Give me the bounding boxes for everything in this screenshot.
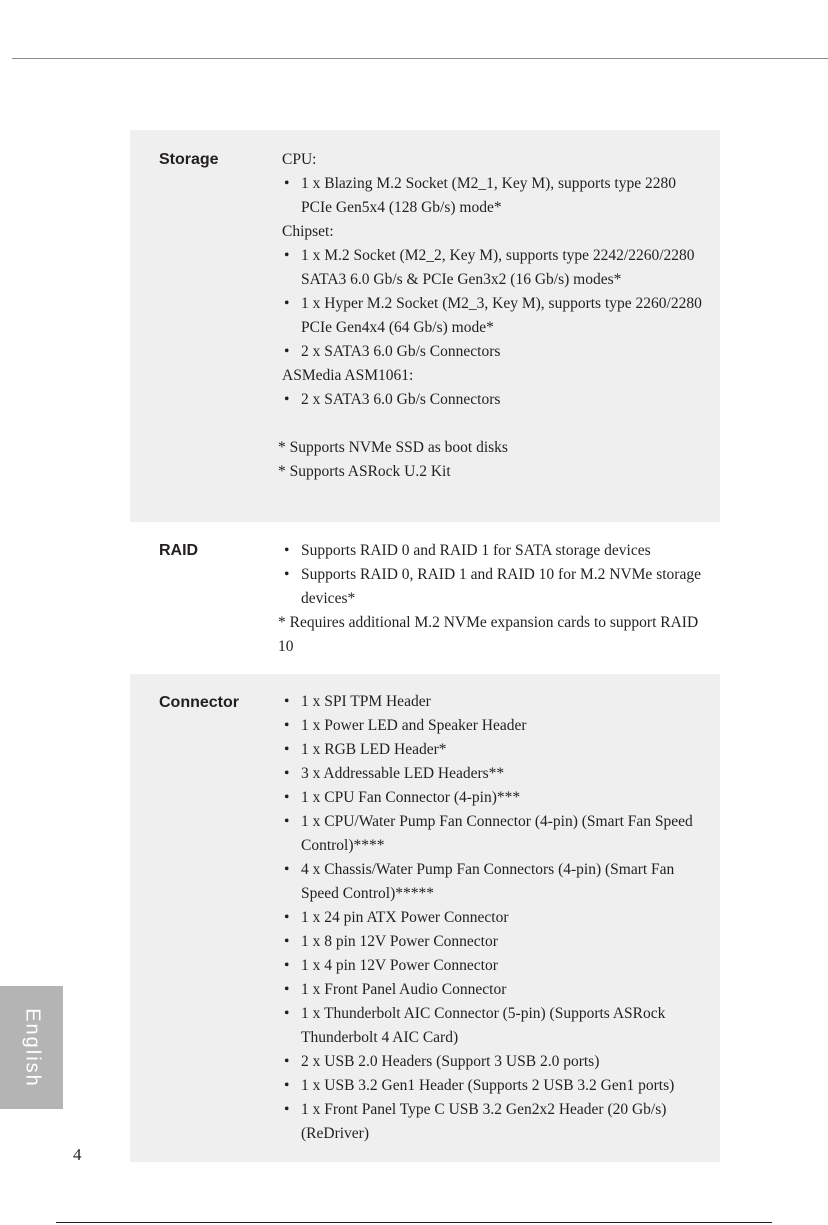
cpu-list [278, 172, 706, 220]
storage-content [278, 148, 706, 484]
list-item: • 3 x Addressable LED Headers** [278, 762, 706, 786]
list-item: • 1 x 24 pin ATX Power Connector [278, 906, 706, 930]
list-item: • Supports RAID 0 and RAID 1 for SATA storage devices [278, 539, 706, 563]
list-item: • 1 x M.2 Socket (M2_2, Key M), supports type 2242/2260/2280 SATA3 6.0 Gb/s & PCIe Gen3x2 (16 Gb/s) modes* [278, 244, 706, 292]
raid-label: RAID [159, 542, 199, 559]
header-rule [12, 58, 828, 59]
list-item: • 1 x 4 pin 12V Power Connector [278, 954, 706, 978]
list-item: • 1 x 8 pin 12V Power Connector [278, 930, 706, 954]
connector-list [278, 690, 706, 1146]
storage-section [130, 130, 720, 522]
storage-note: * Supports NVMe SSD as boot disks [278, 439, 508, 456]
list-item: • 1 x SPI TPM Header [278, 690, 706, 714]
list-item: • 2 x USB 2.0 Headers (Support 3 USB 2.0 ports) [278, 1050, 706, 1074]
list-item: • Supports RAID 0, RAID 1 and RAID 10 for M.2 NVMe storage devices* [278, 563, 706, 611]
raid-note: * Requires additional M.2 NVMe expansion cards to support RAID 10 [278, 614, 699, 655]
language-tab [0, 986, 63, 1109]
chipset-list [278, 244, 706, 364]
list-item: • 1 x CPU/Water Pump Fan Connector (4-pin) (Smart Fan Speed Control)**** [278, 810, 706, 858]
footer-rule [56, 1222, 772, 1223]
list-item: • 1 x Thunderbolt AIC Connector (5-pin) (Supports ASRock Thunderbolt 4 AIC Card) [278, 1002, 706, 1050]
list-item: • 1 x Power LED and Speaker Header [278, 714, 706, 738]
list-item: • 4 x Chassis/Water Pump Fan Connectors (4-pin) (Smart Fan Speed Control)***** [278, 858, 706, 906]
list-item: • 1 x Blazing M.2 Socket (M2_1, Key M), supports type 2280 PCIe Gen5x4 (128 Gb/s) mode* [278, 172, 706, 220]
raid-content [278, 539, 706, 659]
list-item: • 2 x SATA3 6.0 Gb/s Connectors [278, 388, 706, 412]
list-item: • 1 x Hyper M.2 Socket (M2_3, Key M), supports type 2260/2280 PCIe Gen4x4 (64 Gb/s) mode* [278, 292, 706, 340]
page-number: 4 [73, 1145, 82, 1164]
cpu-heading: CPU: [282, 151, 317, 168]
storage-note: * Supports ASRock U.2 Kit [278, 463, 451, 480]
connector-label: Connector [159, 694, 239, 711]
connector-content [278, 690, 706, 1146]
connector-section [130, 674, 720, 1162]
language-tab-label: English [21, 1007, 43, 1088]
list-item: • 2 x SATA3 6.0 Gb/s Connectors [278, 340, 706, 364]
chipset-heading: Chipset: [282, 223, 334, 240]
list-item: • 1 x USB 3.2 Gen1 Header (Supports 2 USB 3.2 Gen1 ports) [278, 1074, 706, 1098]
asmedia-heading: ASMedia ASM1061: [282, 367, 414, 384]
list-item: • 1 x Front Panel Audio Connector [278, 978, 706, 1002]
list-item: • 1 x CPU Fan Connector (4-pin)*** [278, 786, 706, 810]
storage-label: Storage [159, 151, 219, 168]
asmedia-list [278, 388, 706, 412]
list-item: • 1 x RGB LED Header* [278, 738, 706, 762]
raid-list [278, 539, 706, 611]
list-item: • 1 x Front Panel Type C USB 3.2 Gen2x2 Header (20 Gb/s) (ReDriver) [278, 1098, 706, 1146]
raid-section [130, 522, 720, 674]
